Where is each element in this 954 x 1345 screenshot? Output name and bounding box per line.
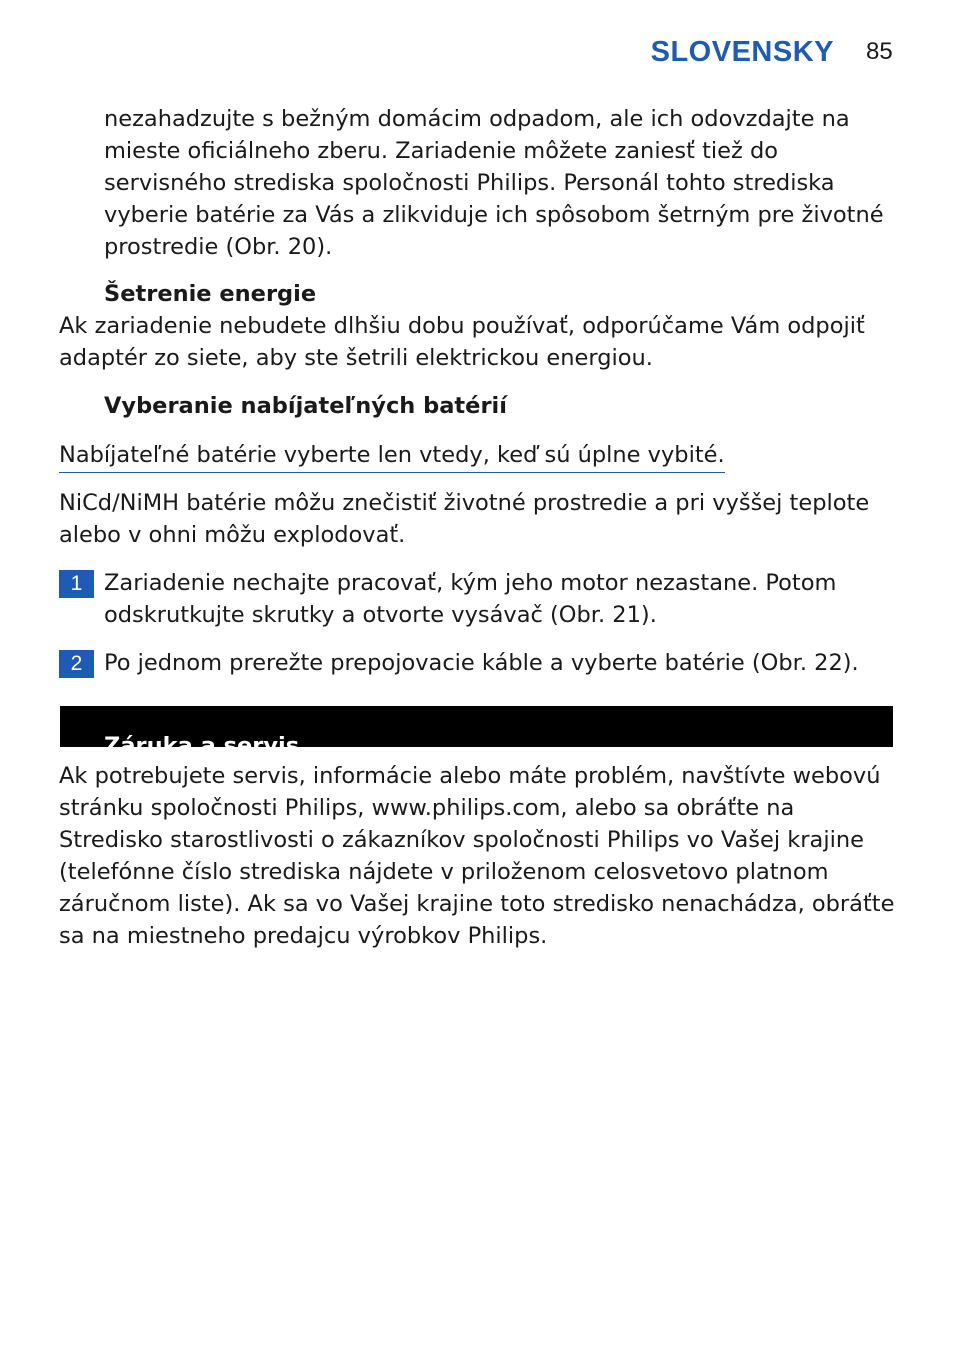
- battery-removal-heading: Vyberanie nabíjateľných batérií: [104, 393, 507, 419]
- warranty-heading: Záruka a servis: [104, 732, 300, 759]
- intro-paragraph: nezahadzujte s bežným domácim odpadom, ale ich odovzdajte na mieste oficiálneho zberu. Zariadenie môžete zaniesť tiež do servisného strediska spoločnosti Philips. Personál tohto strediska vyberie batérie za Vás a zlikviduje ich spôsobom šetrným pre životné prostredie (Obr. 20).: [104, 106, 884, 260]
- page-number: 85: [866, 38, 893, 65]
- step-number-badge: 2: [59, 650, 94, 678]
- energy-saving-paragraph: Ak zariadenie nebudete dlhšiu dobu používať, odporúčame Vám odpojiť adaptér zo siete, aby ste šetrili elektrickou energiou.: [59, 313, 865, 371]
- warranty-paragraph: Ak potrebujete servis, informácie alebo máte problém, navštívte webovú stránku spoločnosti Philips, www.philips.com, alebo sa obráťte na Stredisko starostlivosti o zákazníkov spoločnosti Philips vo Vašej krajine (telefónne číslo strediska nájdete v priloženom celosvetovo platnom záručnom liste). Ak sa vo Vašej krajine toto stredisko nenachádza, obráťte sa na miestneho predajcu výrobkov Philips.: [59, 763, 895, 949]
- step-number-badge: 1: [59, 570, 94, 598]
- step-text: Zariadenie nechajte pracovať, kým jeho motor nezastane. Potom odskrutkujte skrutky a otvorte vysávač (Obr. 21).: [104, 570, 837, 628]
- language-label: SLOVENSKY: [650, 36, 834, 68]
- energy-saving-heading: Šetrenie energie: [104, 281, 317, 307]
- battery-warning: Nabíjateľné batérie vyberte len vtedy, keď sú úplne vybité.: [59, 439, 725, 473]
- battery-info-paragraph: NiCd/NiMH batérie môžu znečistiť životné prostredie a pri vyššej teplote alebo v ohni môžu explodovať.: [59, 490, 870, 548]
- step-text: Po jednom prerežte prepojovacie káble a vyberte batérie (Obr. 22).: [104, 650, 859, 676]
